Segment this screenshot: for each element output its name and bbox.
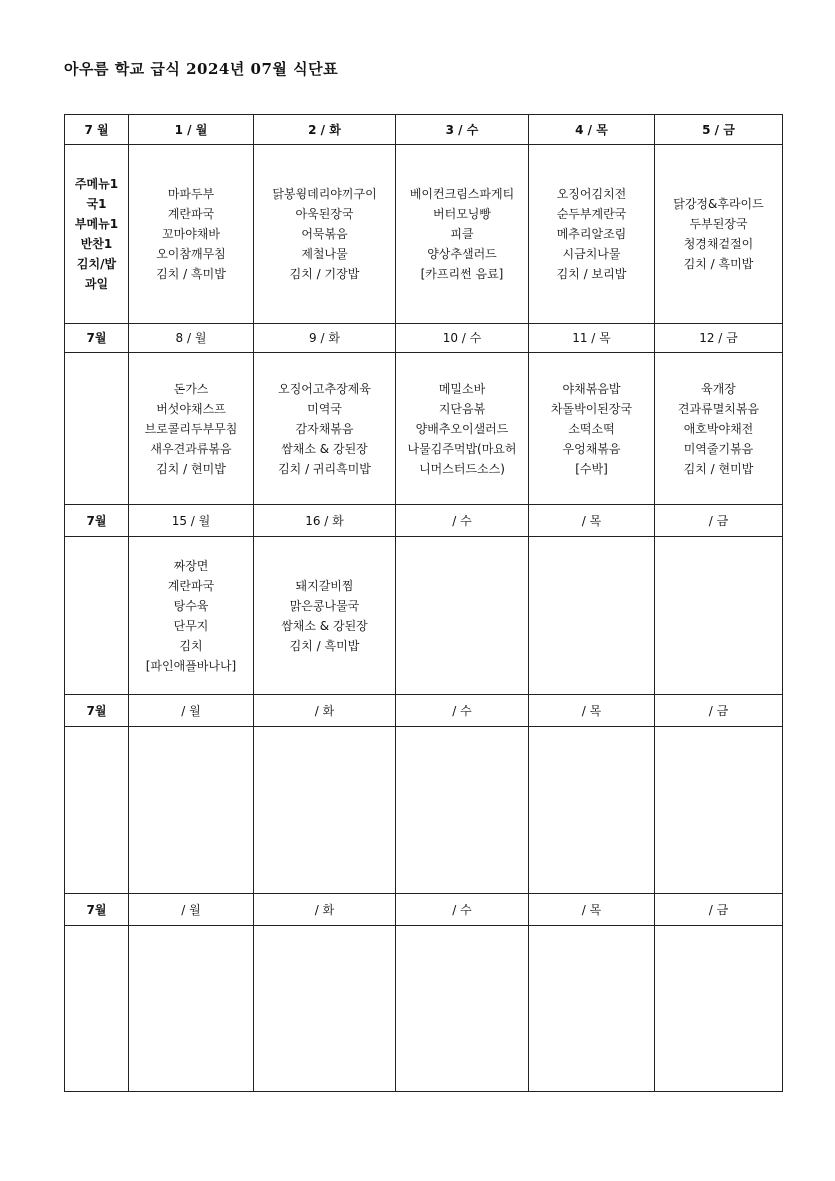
day-menu-cell bbox=[254, 727, 396, 894]
day-menu-cell bbox=[254, 926, 396, 1092]
day-header: / 금 bbox=[655, 695, 783, 727]
week-header-row bbox=[65, 695, 783, 727]
week-header-row bbox=[65, 115, 783, 145]
menu-item: 오징어고추장제육 bbox=[278, 381, 371, 396]
menu-item: 감자채볶음 bbox=[295, 421, 354, 436]
menu-item: 김치 / 현미밥 bbox=[156, 461, 226, 476]
menu-item: 김치 / 현미밥 bbox=[683, 461, 754, 476]
menu-item: 어묵볶음 bbox=[301, 227, 348, 241]
category-label: 국1 bbox=[86, 197, 107, 211]
menu-item: [수박] bbox=[575, 461, 608, 476]
day-menu-cell bbox=[254, 145, 396, 324]
day-menu-cell bbox=[529, 145, 655, 324]
menu-item: [파인애플바나나] bbox=[145, 658, 237, 673]
menu-item: 애호박야채전 bbox=[683, 421, 754, 436]
menu-item: 단무지 bbox=[173, 618, 209, 633]
day-header: / 금 bbox=[655, 505, 783, 537]
day-header: / 수 bbox=[396, 695, 529, 727]
menu-item: 김치 / 흑미밥 bbox=[289, 638, 360, 653]
day-menu-cell bbox=[129, 727, 254, 894]
day-header: / 월 bbox=[129, 695, 254, 727]
day-header: 8 / 월 bbox=[129, 324, 254, 353]
day-menu-cell bbox=[655, 926, 783, 1092]
menu-item: 차돌박이된장국 bbox=[550, 401, 633, 416]
day-header: 16 / 화 bbox=[254, 505, 396, 537]
menu-item: 버터모닝빵 bbox=[433, 207, 491, 221]
menu-item: 미역국 bbox=[307, 401, 342, 416]
day-header: / 수 bbox=[396, 894, 529, 926]
month-label: 7월 bbox=[65, 695, 129, 727]
menu-item: 짜장면 bbox=[173, 558, 209, 573]
day-menu-cell bbox=[655, 145, 783, 324]
menu-item: 돼지갈비찜 bbox=[295, 578, 354, 593]
category-cell bbox=[65, 353, 129, 505]
month-label: 7 월 bbox=[65, 115, 129, 145]
menu-item: 지단음볶 bbox=[438, 401, 486, 416]
month-label: 7월 bbox=[65, 894, 129, 926]
day-menu-cell bbox=[129, 145, 254, 324]
menu-item: 김치 / 귀리흑미밥 bbox=[278, 461, 371, 476]
day-header: 5 / 금 bbox=[655, 115, 783, 145]
menu-item: 제철나물 bbox=[301, 247, 348, 261]
day-menu-cell bbox=[396, 926, 529, 1092]
day-header: / 화 bbox=[254, 695, 396, 727]
menu-item: 오징어김치전 bbox=[556, 187, 627, 201]
day-menu-cell bbox=[396, 727, 529, 894]
day-menu-cell bbox=[655, 727, 783, 894]
menu-item: 미역줄기볶음 bbox=[683, 441, 754, 456]
menu-item: 메추리알조림 bbox=[556, 227, 627, 241]
menu-item: 견과류멸치볶음 bbox=[677, 401, 760, 416]
menu-item: 나물김주먹밥(마요허 bbox=[407, 441, 517, 456]
menu-item: 김치 / 기장밥 bbox=[289, 267, 360, 281]
day-header: / 목 bbox=[529, 894, 655, 926]
day-menu-cell bbox=[254, 353, 396, 505]
menu-item: 양상추샐러드 bbox=[427, 247, 497, 261]
day-header: 11 / 목 bbox=[529, 324, 655, 353]
day-menu-cell bbox=[655, 353, 783, 505]
day-header: / 금 bbox=[655, 894, 783, 926]
category-label: 과일 bbox=[84, 277, 109, 291]
menu-item: 꼬마야채바 bbox=[162, 227, 220, 241]
menu-item: 야채볶음밥 bbox=[562, 381, 621, 396]
menu-item: 소떡소떡 bbox=[568, 421, 615, 436]
menu-item: 돈가스 bbox=[173, 381, 209, 396]
week-header-row bbox=[65, 894, 783, 926]
menu-item: [카프리썬 음료] bbox=[420, 267, 504, 281]
menu-item: 시금치나물 bbox=[562, 247, 621, 261]
day-header: / 수 bbox=[396, 505, 529, 537]
menu-item: 우엉채볶음 bbox=[562, 441, 621, 456]
menu-item: 순두부계란국 bbox=[556, 207, 627, 221]
menu-item: 김치 / 흑미밥 bbox=[683, 257, 754, 271]
menu-item: 마파두부 bbox=[167, 187, 215, 201]
category-label: 주메뉴1 bbox=[74, 177, 119, 191]
day-menu-cell bbox=[129, 353, 254, 505]
menu-item: 계란파국 bbox=[167, 207, 215, 221]
menu-item: 육개장 bbox=[701, 381, 736, 396]
day-header: 1 / 월 bbox=[129, 115, 254, 145]
menu-item: 브로콜리두부무침 bbox=[144, 421, 238, 436]
day-menu-cell bbox=[396, 353, 529, 505]
menu-item: 닭봉윙데리야끼구이 bbox=[272, 187, 377, 201]
day-header: 9 / 화 bbox=[254, 324, 396, 353]
day-menu-cell bbox=[396, 537, 529, 695]
day-header: 10 / 수 bbox=[396, 324, 529, 353]
month-label: 7월 bbox=[65, 505, 129, 537]
day-header: 2 / 화 bbox=[254, 115, 396, 145]
day-header: / 목 bbox=[529, 505, 655, 537]
menu-item: 니머스터드소스) bbox=[419, 461, 505, 476]
week-menu-row bbox=[65, 353, 783, 505]
menu-item: 맑은콩나물국 bbox=[289, 598, 360, 613]
day-header: / 월 bbox=[129, 894, 254, 926]
day-menu-cell bbox=[396, 145, 529, 324]
day-menu-cell bbox=[529, 537, 655, 695]
menu-item: 쌈채소 & 강된장 bbox=[281, 441, 368, 456]
menu-item: 김치 bbox=[179, 638, 203, 653]
page-title: 아우름 학교 급식 2024년 07월 식단표 bbox=[64, 60, 339, 78]
menu-item: 메밀소바 bbox=[438, 381, 486, 396]
day-header: 15 / 월 bbox=[129, 505, 254, 537]
menu-item: 오이참깨무침 bbox=[156, 247, 226, 261]
week-menu-row bbox=[65, 727, 783, 894]
day-menu-cell bbox=[529, 353, 655, 505]
day-menu-cell bbox=[129, 926, 254, 1092]
menu-item: 양배추오이샐러드 bbox=[415, 421, 509, 436]
menu-item: 김치 / 보리밥 bbox=[556, 267, 627, 281]
menu-item: 아욱된장국 bbox=[295, 207, 354, 221]
meal-calendar-table bbox=[64, 114, 783, 1092]
week-menu-row bbox=[65, 537, 783, 695]
month-label: 7월 bbox=[65, 324, 129, 353]
menu-item: 새우견과류볶음 bbox=[150, 441, 232, 456]
day-header: / 화 bbox=[254, 894, 396, 926]
week-menu-row bbox=[65, 145, 783, 324]
day-header: 3 / 수 bbox=[396, 115, 529, 145]
week-header-row bbox=[65, 505, 783, 537]
category-label: 반찬1 bbox=[80, 237, 113, 251]
menu-item: 김치 / 흑미밥 bbox=[156, 267, 226, 281]
day-menu-cell bbox=[254, 537, 396, 695]
category-cell bbox=[65, 926, 129, 1092]
day-menu-cell bbox=[529, 926, 655, 1092]
menu-item: 피클 bbox=[450, 227, 474, 241]
day-header: / 목 bbox=[529, 695, 655, 727]
menu-item: 베이컨크림스파게티 bbox=[409, 187, 515, 201]
menu-item: 계란파국 bbox=[167, 578, 215, 593]
day-menu-cell bbox=[129, 537, 254, 695]
menu-item: 쌈채소 & 강된장 bbox=[281, 618, 368, 633]
category-label: 부메뉴1 bbox=[74, 217, 119, 231]
week-menu-row bbox=[65, 926, 783, 1092]
menu-item: 청경채겉절이 bbox=[683, 237, 754, 251]
day-menu-cell bbox=[655, 537, 783, 695]
menu-item: 닭강정&후라이드 bbox=[673, 197, 764, 211]
category-cell bbox=[65, 537, 129, 695]
menu-item: 두부된장국 bbox=[689, 217, 748, 231]
category-cell bbox=[65, 145, 129, 324]
day-menu-cell bbox=[529, 727, 655, 894]
day-header: 4 / 목 bbox=[529, 115, 655, 145]
menu-item: 버섯야채스프 bbox=[156, 401, 226, 416]
week-header-row bbox=[65, 324, 783, 353]
category-cell bbox=[65, 727, 129, 894]
day-header: 12 / 금 bbox=[655, 324, 783, 353]
menu-item: 탕수육 bbox=[173, 598, 209, 613]
category-label: 김치/밥 bbox=[76, 257, 117, 271]
